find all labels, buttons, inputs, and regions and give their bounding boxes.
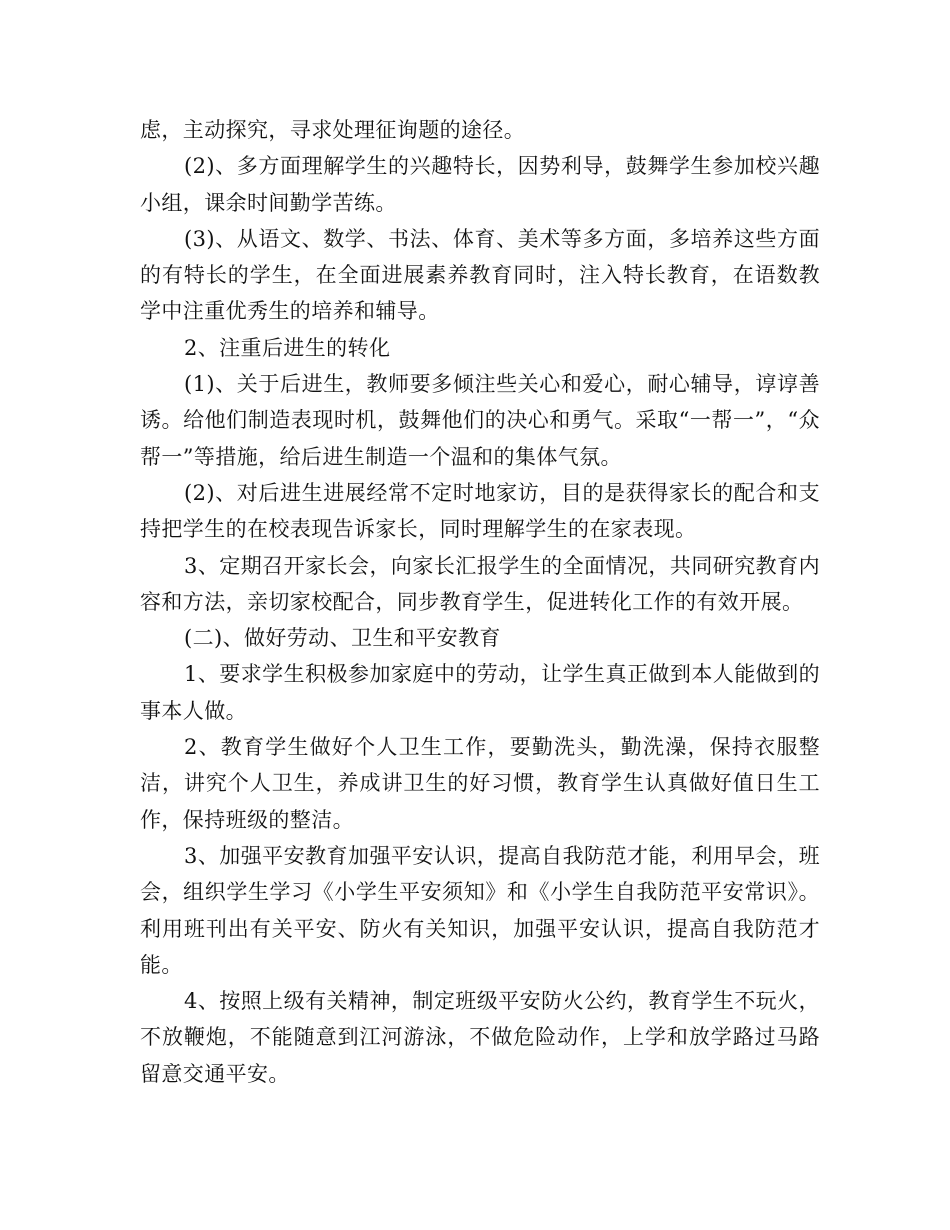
paragraph-household-labor: 1、要求学生积极参加家庭中的劳动，让学生真正做到本人能做到的事本人做。 [140, 662, 820, 723]
heading-struggling-students: 2、注重后进生的转化 [184, 335, 391, 360]
document-body [140, 112, 820, 1092]
paragraph-specialty-education: (3)、从语文、数学、书法、体育、美术等多方面，多培养这些方面的有特长的学生，在全面进展素养教育同时，注入特长教育，在语数教学中注重优秀生的培养和辅导。 [140, 226, 820, 324]
paragraph-continuation: 虑，主动探究，寻求处理征询题的途径。 [140, 118, 526, 142]
paragraph-parent-meetings: 3、定期召开家长会，向家长汇报学生的全面情况，共同研究教育内容和方法，亲切家校配合，同步教育学生，促进转化工作的有效开展。 [140, 553, 820, 614]
paragraph-fire-safety-rules: 4、按照上级有关精神，制定班级平安防火公约，教育学生不玩火，不放鞭炮，不能随意到江河游泳，不做危险动作，上学和放学路过马路留意交通平安。 [140, 989, 820, 1086]
paragraph-care-and-patience: (1)、关于后进生，教师要多倾注些关心和爱心，耐心辅导，谆谆善诱。给他们制造表现时机，鼓舞他们的决心和勇气。采取“一帮一”，“众帮一”等措施，给后进生制造一个温和的集体气氛。 [140, 372, 820, 469]
paragraph-home-visits: (2)、对后进生进展经常不定时地家访，目的是获得家长的配合和支持把学生的在校表现告诉家长，同时理解学生的在家表现。 [140, 480, 820, 542]
heading-labor-hygiene-safety: (二)、做好劳动、卫生和平安教育 [184, 626, 501, 651]
paragraph-personal-hygiene: 2、教育学生做好个人卫生工作，要勤洗头，勤洗澡，保持衣服整洁，讲究个人卫生，养成讲卫生的好习惯，教育学生认真做好值日生工作，保持班级的整洁。 [140, 735, 820, 832]
paragraph-interest-groups: (2)、多方面理解学生的兴趣特长，因势利导，鼓舞学生参加校兴趣小组，课余时间勤学苦练。 [140, 154, 820, 215]
paragraph-safety-awareness: 3、加强平安教育加强平安认识，提高自我防范才能，利用早会，班会，组织学生学习《小学生平安须知》和《小学生自我防范平安常识》。利用班刊出有关平安、防火有关知识，加强平安认识，提高自我防范才能。 [140, 843, 820, 977]
